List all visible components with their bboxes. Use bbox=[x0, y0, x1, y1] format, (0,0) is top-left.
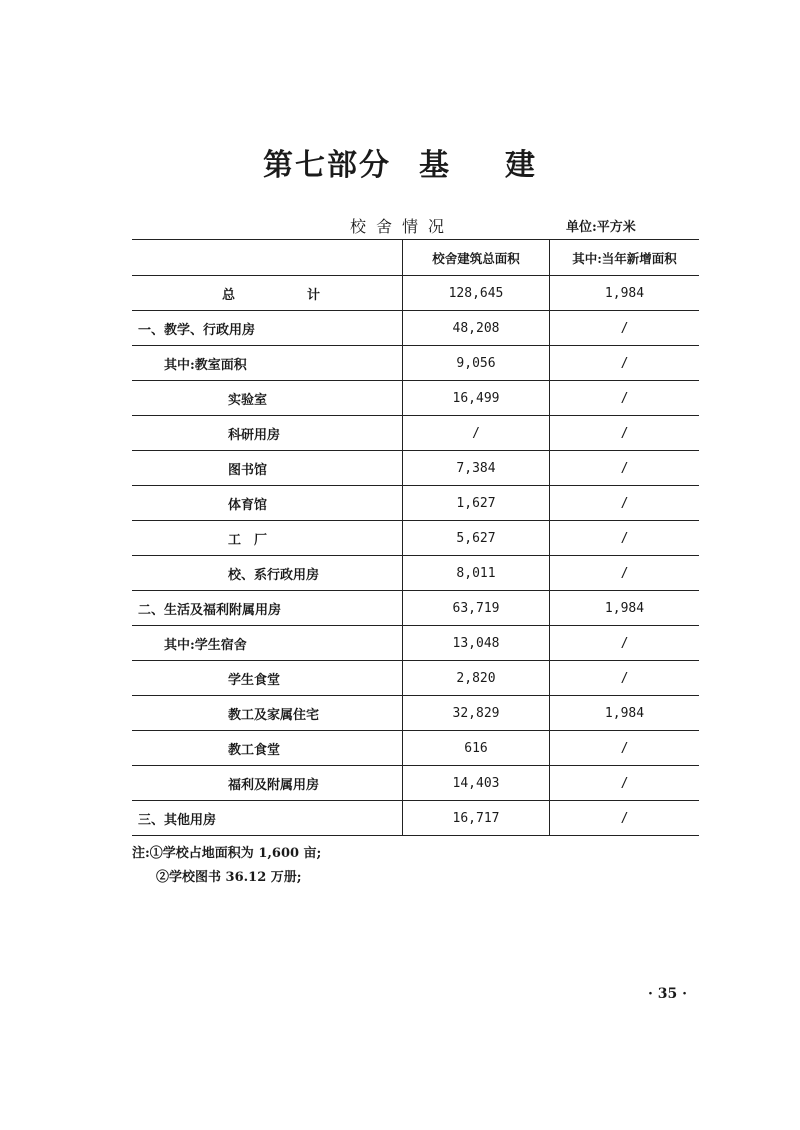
table-row bbox=[132, 451, 699, 486]
row-total-area: 16,499 bbox=[403, 381, 550, 416]
row-total-area: 8,011 bbox=[403, 556, 550, 591]
header-cell-new-area: 其中:当年新增面积 bbox=[550, 240, 700, 276]
table-header-row bbox=[132, 240, 699, 276]
row-new-area: / bbox=[550, 556, 700, 591]
building-area-table bbox=[132, 239, 699, 836]
row-new-area: / bbox=[550, 731, 700, 766]
page-title bbox=[0, 140, 800, 184]
row-total-area: 616 bbox=[403, 731, 550, 766]
table-row bbox=[132, 626, 699, 661]
table-row bbox=[132, 801, 699, 836]
row-new-area: / bbox=[550, 766, 700, 801]
row-label: 学生食堂 bbox=[132, 661, 403, 696]
row-label: 一、教学、行政用房 bbox=[132, 311, 403, 346]
row-label-part-2: 计 bbox=[307, 287, 321, 303]
row-new-area: / bbox=[550, 521, 700, 556]
row-new-area: 1,984 bbox=[550, 696, 700, 731]
row-total-area: 32,829 bbox=[403, 696, 550, 731]
table-row bbox=[132, 696, 699, 731]
row-label: 校、系行政用房 bbox=[132, 556, 403, 591]
row-label bbox=[132, 276, 403, 311]
table-row bbox=[132, 486, 699, 521]
row-total-area: 48,208 bbox=[403, 311, 550, 346]
row-new-area: / bbox=[550, 661, 700, 696]
table-row bbox=[132, 591, 699, 626]
row-label: 图书馆 bbox=[132, 451, 403, 486]
unit-label: 单位:平方米 bbox=[566, 220, 636, 235]
row-new-area: / bbox=[550, 486, 700, 521]
row-new-area: / bbox=[550, 626, 700, 661]
row-total-area: 5,627 bbox=[403, 521, 550, 556]
row-total-area: 13,048 bbox=[403, 626, 550, 661]
row-total-area: 2,820 bbox=[403, 661, 550, 696]
row-label: 教工及家属住宅 bbox=[132, 696, 403, 731]
title-part: 第七部分 bbox=[263, 148, 391, 183]
row-new-area: / bbox=[550, 311, 700, 346]
title-word-2: 建 bbox=[505, 148, 537, 183]
row-new-area: / bbox=[550, 381, 700, 416]
row-new-area: / bbox=[550, 416, 700, 451]
table-row bbox=[132, 521, 699, 556]
notes bbox=[132, 842, 321, 890]
table-caption: 校舍情况 bbox=[350, 217, 455, 236]
row-label: 教工食堂 bbox=[132, 731, 403, 766]
row-total-area: 7,384 bbox=[403, 451, 550, 486]
row-label: 三、其他用房 bbox=[132, 801, 403, 836]
row-total-area: 9,056 bbox=[403, 346, 550, 381]
table-row bbox=[132, 661, 699, 696]
row-new-area: 1,984 bbox=[550, 276, 700, 311]
table-row bbox=[132, 311, 699, 346]
row-total-area: 1,627 bbox=[403, 486, 550, 521]
row-label-part-1: 总 bbox=[222, 287, 236, 303]
row-label: 工 厂 bbox=[132, 521, 403, 556]
table-row bbox=[132, 416, 699, 451]
table-row bbox=[132, 731, 699, 766]
row-total-area: 14,403 bbox=[403, 766, 550, 801]
row-new-area: / bbox=[550, 346, 700, 381]
header-cell-label bbox=[132, 240, 403, 276]
row-label: 福利及附属用房 bbox=[132, 766, 403, 801]
note-line-2: ②学校图书 36.12 万册; bbox=[156, 870, 302, 885]
table-row bbox=[132, 381, 699, 416]
row-label: 实验室 bbox=[132, 381, 403, 416]
row-total-area: 63,719 bbox=[403, 591, 550, 626]
title-word-1: 基 bbox=[419, 148, 451, 183]
row-new-area: / bbox=[550, 451, 700, 486]
row-total-area: / bbox=[403, 416, 550, 451]
row-label: 体育馆 bbox=[132, 486, 403, 521]
row-label: 科研用房 bbox=[132, 416, 403, 451]
row-label: 二、生活及福利附属用房 bbox=[132, 591, 403, 626]
table-row bbox=[132, 556, 699, 591]
header-cell-total-area: 校舍建筑总面积 bbox=[403, 240, 550, 276]
row-label: 其中:学生宿舍 bbox=[132, 626, 403, 661]
table-row bbox=[132, 346, 699, 381]
row-new-area: / bbox=[550, 801, 700, 836]
row-total-area: 16,717 bbox=[403, 801, 550, 836]
row-label: 其中:教室面积 bbox=[132, 346, 403, 381]
page-number: · 35 · bbox=[648, 986, 687, 1002]
table-row bbox=[132, 276, 699, 311]
table-row bbox=[132, 766, 699, 801]
row-total-area: 128,645 bbox=[403, 276, 550, 311]
note-line-1: 注:①学校占地面积为 1,600 亩; bbox=[132, 846, 322, 861]
row-new-area: 1,984 bbox=[550, 591, 700, 626]
